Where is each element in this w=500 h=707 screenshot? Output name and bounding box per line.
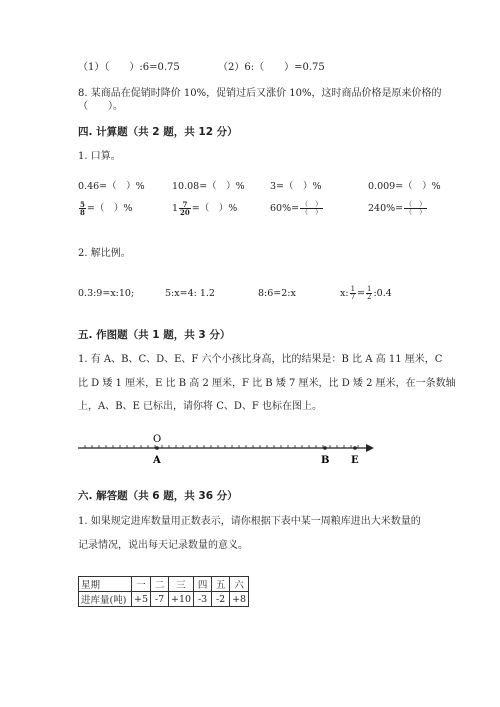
fraction: $\frac{1}{2}$ — [367, 285, 372, 301]
record-table — [78, 576, 249, 607]
point-a-dot — [155, 446, 159, 450]
table-cell: -3 — [194, 592, 212, 607]
point-a-label: A — [153, 455, 161, 466]
oral-fraction-item: $\frac{5}{8}$ =（ ）% — [80, 200, 133, 217]
ratio-item: 0.3:9=x:10; — [78, 288, 135, 299]
table-row — [79, 577, 249, 592]
table-header-cell: 三 — [169, 577, 194, 592]
fraction: $\frac{( )}{( )}$ — [301, 200, 323, 216]
origin-label: O — [153, 434, 162, 445]
point-e-dot — [353, 446, 357, 450]
section5-title: 五. 作图题（共 1 题，共 3 分） — [78, 329, 231, 341]
section6-text: 记录情况，说出每天记录数量的意义。 — [78, 540, 248, 551]
point-e-label: E — [351, 455, 359, 466]
point-b-dot — [323, 446, 327, 450]
arrow-icon — [366, 444, 374, 452]
table-header-cell: 五 — [212, 577, 230, 592]
number-line — [0, 425, 500, 470]
fraction: $\frac{1}{7}$ — [350, 285, 356, 301]
point-b-label: B — [321, 455, 330, 466]
section5-text: 上，A、B、E 已标出，请你将 C、D、F 也标在图上。 — [78, 401, 323, 412]
oral-item: 10.08=（ ）% — [172, 181, 245, 192]
section6-title: 六. 解答题（共 6 题，共 36 分） — [78, 490, 238, 502]
fraction: $\frac{( )}{( )}$ — [405, 200, 427, 216]
section5-text: 1. 有 A、B、C、D、E、F 六个小孩比身高，比的结果是：B 比 A 高 11 厘米，C — [78, 354, 443, 365]
oral-fraction-item: 60%= $\frac{( )}{( )}$ — [270, 200, 323, 216]
table-cell: -2 — [212, 592, 230, 607]
oral-fraction-item: 1 $\frac{7}{20}$ =（ ）% — [172, 200, 238, 217]
section5-text: 比 D 矮 1 厘米，E 比 B 高 2 厘米，F 比 B 矮 7 厘米，比 D 矮 2 厘米，在一条数轴 — [78, 378, 456, 389]
table-cell: +5 — [132, 592, 151, 607]
fraction: $\frac{5}{8}$ — [80, 200, 85, 217]
table-row — [79, 592, 249, 607]
q8-line2: （ ）。 — [78, 101, 123, 112]
table-cell: 进库量(吨) — [79, 592, 132, 607]
q7-part1: （1）（ ）:6=0.75 — [78, 62, 180, 73]
oral-title: 1. 口算。 — [78, 151, 121, 162]
table-cell: +10 — [169, 592, 194, 607]
oral-item: 3=（ ）% — [270, 181, 322, 192]
ratio-item: 8:6=2:x — [258, 288, 296, 299]
section4-title: 四. 计算题（共 2 题，共 12 分） — [78, 126, 238, 138]
oral-item: 0.46=（ ）% — [78, 181, 145, 192]
table-header-cell: 星期 — [79, 577, 132, 592]
ratio-item: x: $\frac{1}{7}$ = $\frac{1}{2}$ :0.4 — [340, 285, 392, 301]
oral-fraction-item: 240%= $\frac{( )}{( )}$ — [368, 200, 427, 216]
oral-item: 0.009=（ ）% — [368, 181, 441, 192]
fraction: $\frac{7}{20}$ — [180, 200, 190, 217]
table-header-cell: 二 — [151, 577, 169, 592]
table-header-cell: 一 — [132, 577, 151, 592]
q7-part2: （2）6:（ ）=0.75 — [218, 62, 325, 73]
ratio-item: 5:x=4: 1.2 — [165, 288, 215, 299]
q8-line1: 8. 某商品在促销时降价 10%，促销过后又涨价 10%，这时商品价格是原来价格的 — [78, 88, 442, 99]
table-cell: +8 — [230, 592, 249, 607]
table-header-cell: 四 — [194, 577, 212, 592]
table-header-cell: 六 — [230, 577, 249, 592]
ratio-title: 2. 解比例。 — [78, 248, 131, 259]
table-cell: -7 — [151, 592, 169, 607]
section6-text: 1. 如果规定进库数量用正数表示，请你根据下表中某一周粮库进出大米数量的 — [78, 516, 421, 527]
